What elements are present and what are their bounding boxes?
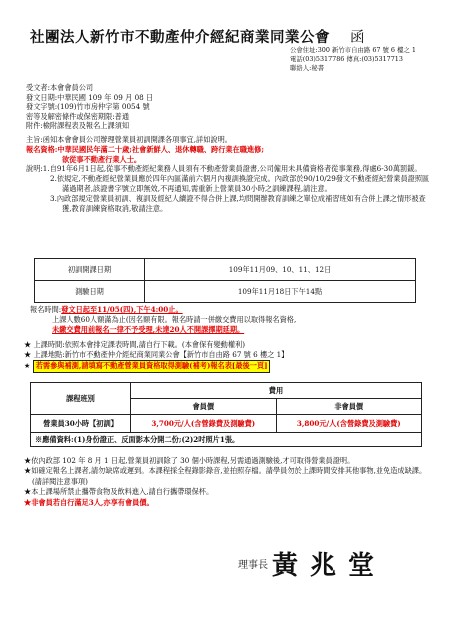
contact-block [290, 46, 438, 73]
org-name: 社團法人新竹市不動產仲介經紀商業同業公會 [30, 29, 330, 46]
table-row [31, 415, 422, 433]
nonmember-header: 非會員價 [276, 399, 422, 415]
signature-block [238, 545, 386, 582]
org-title [30, 26, 365, 47]
required-documents: ※應備資料:(1)身份證正、反面影本分開二份;(2)2吋照片1張。 [31, 433, 422, 447]
class-header: 課程班別 [31, 383, 131, 415]
footnote-1: ★依內政部 102 年 8 月 1 日起,營業員初訓除了 30 個小時課程,另需通過測驗後,才可取得營業員證明。 [24, 456, 355, 465]
contact-address: 公會住址:300 新竹市自由路 67 號 6 樓之 1 [290, 46, 416, 54]
description-label: 說明: [26, 164, 43, 174]
bullet-retest: ★ 若需參與補測,請填寫不動產營業員資格取得測驗(補考)報名表[最後一頁] [24, 360, 434, 372]
classification: 密等及解密條件或保密期限:普通 [26, 111, 130, 121]
description-1-text: 1.自91年6月1日起,從事不動產經紀業務人員須有不動產營業員證書,公司僱用未具備資格者從事業務,得處6-30萬罰鍰。 [42, 164, 422, 174]
issue-number: 發文字號:(109)竹市房仲字第 0054 號 [26, 102, 150, 112]
signup-block [30, 305, 430, 336]
fee-header: 費用 [131, 383, 422, 399]
attachment: 附件:檢附課程表及報名上課須知 [26, 121, 130, 131]
table-row [35, 281, 416, 303]
bullets-block [24, 340, 434, 373]
description-3: 3.內政部規定營業員初訓、複訓及經紀人續證不得合併上課,均問開辦教育訓練之單位成補習班如有合併上課之情形被查獲,教育訓練資格取消,敬請注意。 [50, 193, 426, 213]
contact-phone: 電話(03)5317786 傳真:(03)5317713 [290, 55, 403, 63]
signup-time-label: 報名時間: [30, 305, 62, 314]
schedule-table [34, 258, 416, 303]
doc-kind: 函 [350, 30, 365, 46]
schedule-label: 初訓開課日期 [35, 259, 145, 281]
body-block [26, 135, 430, 213]
fee-table [30, 382, 422, 447]
qualification [26, 145, 430, 155]
member-price: 3,700元/人(含營錄費及測驗費) [131, 415, 277, 433]
recipient: 受文者:本會會員公司 [26, 83, 94, 92]
table-row [31, 383, 422, 399]
meta-block [26, 83, 153, 131]
retest-highlight: 若需參與補測,請填寫不動產營業員資格取得測驗(補考)報名表[最後一頁] [33, 360, 271, 372]
table-row [31, 433, 422, 447]
subject: 主旨:函知本會會員公司辦理營業員初訓開課各項事宜,詳如說明。 [26, 135, 232, 144]
schedule-label: 測驗日期 [35, 281, 145, 303]
signup-line-3: 未繳交費用前報名一律不予受理,未達20人不開課擇期延期。 [52, 325, 245, 335]
description-2: 2.依規定,不動產經紀營業員應於四年內區滿前六個月內複訓換證完成。內政部於90/10/29發文不動產經紀營業員證照區滿過期者,該證書字號立即無效,不再通知,需重新上營業員30小時之訓練課程,請注意。 [50, 174, 430, 193]
signature-name: 黃兆堂 [272, 551, 387, 581]
class-name: 營業員30小時【初訓】 [31, 415, 131, 433]
signature-role: 理事長 [238, 560, 268, 571]
bullet-location: ★ 上課地點:新竹市不動產仲介經紀商業同業公會【新竹市自由路 67 號 6 樓之 1】 [24, 350, 289, 360]
table-row [35, 259, 416, 281]
schedule-value: 109年11月18日下午14點 [145, 281, 416, 303]
qualification-text: :中華民國民年滿二十歲;社會新鮮人、退休轉職、跨行業在職進修; [54, 144, 264, 154]
schedule-value: 109年11月09、10、11、12日 [145, 259, 416, 281]
bullet-time: ★ 上課時間:依照本會排定課表時間,請自行下載。(本會保有變動權利) [24, 340, 246, 349]
footnote-2: ★如確定報名上課者,請勿缺席或遲到。本課程採全程錄影錄音,並拍照存檔。請學員勿於上課時間安排其他事物,並免造成缺課。(請詳閱注意事項) [24, 466, 427, 486]
signup-time [30, 305, 430, 315]
signup-time-value: 發文日起至11/05(四),下午4:00止。 [61, 305, 183, 314]
member-header: 會員價 [131, 399, 277, 415]
footnote-4: ★非會員若自行滿足3人,亦享有會員價。 [24, 497, 154, 507]
nonmember-price: 3,800元/人(含營錄費及測驗費) [276, 415, 422, 433]
signup-line-2: 上課人數60人額滿為止(因名額有限。報名時請一併繳交費用以取得報名資格, [52, 315, 297, 325]
contact-person: 聯絡人:秘書 [290, 64, 325, 72]
description-1 [26, 164, 430, 174]
qualification-text-2: 欲從事不動產行業人士。 [62, 154, 142, 164]
footnotes-block [24, 456, 436, 508]
qualification-label: 報名資格 [26, 144, 55, 154]
footnote-3: ★本上課場所禁止攜帶食物及飲料進入,請自行攜帶環保杯。 [24, 487, 214, 497]
issue-date: 發文日期:中華民國 109 年 09 月 08 日 [26, 92, 154, 102]
